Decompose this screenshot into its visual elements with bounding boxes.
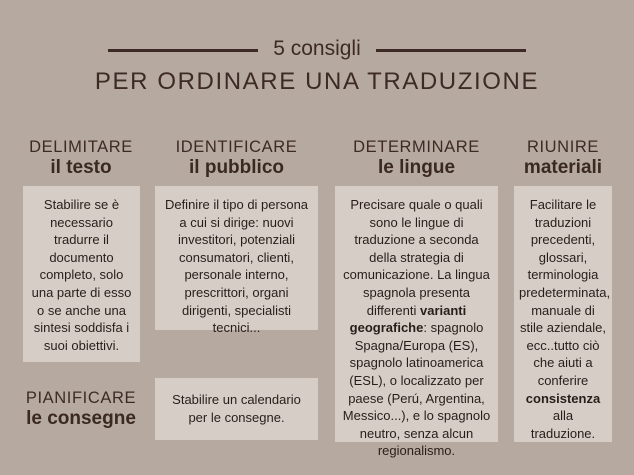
tip-body-part: Facilitare le traduzioni precedenti, glossari, terminologia predeterminata, manuale di stile aziendale, ecc..tutto ciò che aiuti a conferire: [519, 197, 611, 388]
tip-card-riunire: [514, 186, 612, 442]
header-rule-left: [108, 49, 258, 52]
tip-body: Stabilire se è necessario tradurre il documento completo, solo una parte di esso o se anche una sintesi soddisfa i suoi obiettivi.: [31, 197, 132, 353]
page-title: PER ORDINARE UNA TRADUZIONE: [94, 68, 540, 95]
tip-verb: DELIMITARE: [29, 138, 133, 156]
tip-verb: IDENTIFICARE: [175, 138, 298, 156]
tip-heading-determinare: [335, 138, 498, 178]
tip-card-identificare: [155, 186, 318, 336]
tip-body-part: Precisare quale o quali sono le lingue di traduzione a seconda della strategia di comunicazione. La lingua spagnola presenta differenti: [343, 197, 490, 318]
tip-object: le lingue: [377, 157, 456, 178]
tip-heading-riunire: [514, 138, 612, 178]
tip-body-emphasis: consistenza: [525, 390, 601, 406]
tip-body-part: alla traduzione.: [530, 408, 596, 441]
tip-object: le consegne: [26, 408, 136, 429]
tip-verb: DETERMINARE: [353, 138, 480, 156]
tip-card-delimitare: [23, 186, 140, 362]
tip-heading-pianificare: [22, 389, 140, 429]
tip-body: Stabilire un calendario per le consegne.: [172, 392, 301, 425]
tip-verb: RIUNIRE: [526, 138, 600, 156]
header-rule-right: [376, 49, 526, 52]
tip-card-determinare: [335, 186, 498, 459]
subtitle: 5 consigli: [273, 37, 361, 60]
tip-heading-identificare: [155, 138, 318, 178]
tip-body-part: : spagnolo Spagna/Europa (ES), spagnolo latinoamerica (ESL), o localizzato per paese (Perú, Argentina, Messico...), e lo spagnolo neutro, senza alcun regionalismo.: [342, 320, 491, 459]
tip-body-emphasis: varianti geografiche: [349, 302, 467, 336]
tip-verb: PIANIFICARE: [25, 389, 137, 407]
tip-object: il pubblico: [189, 157, 284, 178]
tip-object: materiali: [523, 157, 603, 178]
tip-body: Definire il tipo di persona a cui si dirige: nuovi investitori, potenziali consumatori, clienti, personale interno, prescrittori, organi dirigenti, specialisti tecnici...: [164, 197, 309, 336]
tip-heading-delimitare: [22, 138, 140, 178]
tip-object: il testo: [50, 157, 112, 178]
tip-card-pianificare: [155, 378, 318, 440]
